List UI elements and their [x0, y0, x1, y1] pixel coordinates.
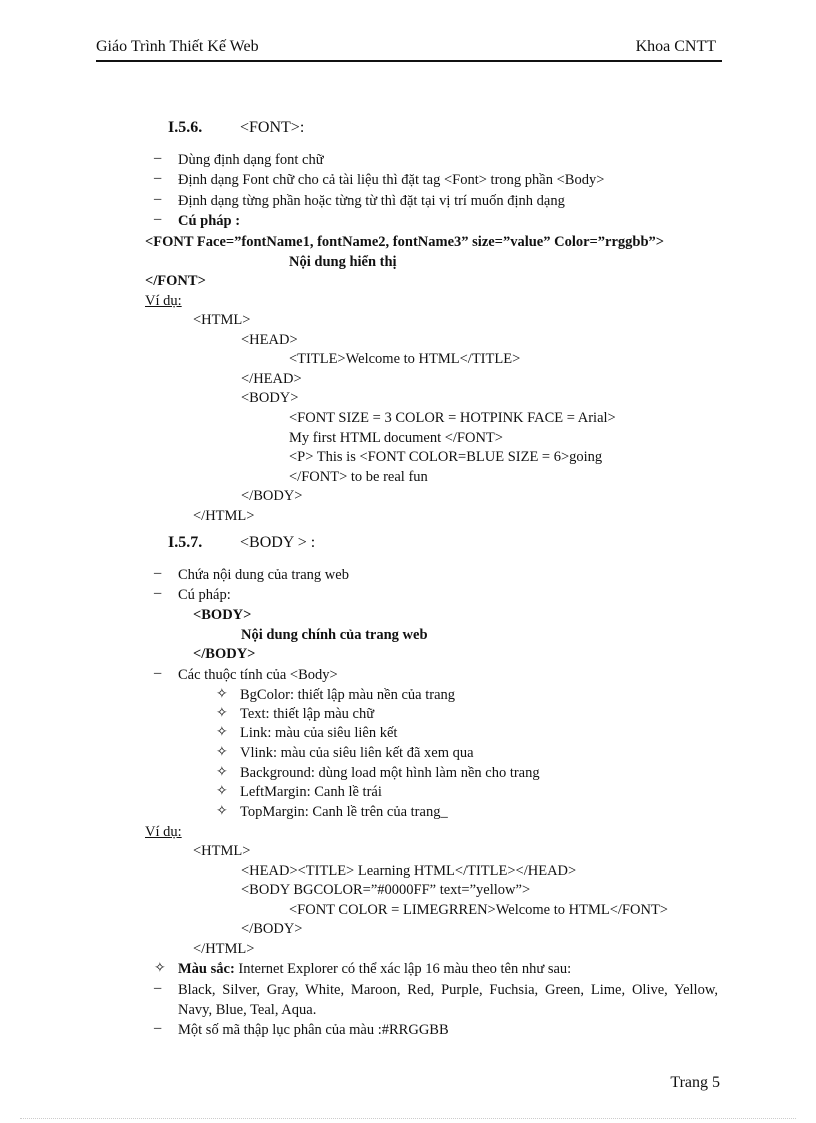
dash-bullet-icon: – — [154, 211, 162, 227]
attribute-item: Text: thiết lập màu chữ — [240, 706, 375, 722]
body-syntax-close: </BODY> — [193, 646, 256, 662]
example-label: Ví dụ: — [145, 824, 182, 840]
attribute-item: Vlink: màu của siêu liên kết đã xem qua — [240, 745, 474, 761]
dash-bullet-icon: – — [154, 170, 162, 186]
font-syntax-content: Nội dung hiển thị — [289, 254, 397, 270]
code-line: <FONT COLOR = LIMEGRREN>Welcome to HTML</FONT> — [289, 902, 668, 918]
dash-bullet-icon: – — [154, 585, 162, 601]
page-header — [96, 38, 722, 62]
section-heading-font — [168, 119, 304, 137]
code-line: <HEAD><TITLE> Learning HTML</TITLE></HEAD> — [241, 863, 577, 879]
section-number: I.5.6. — [168, 119, 203, 136]
list-item: Định dạng từng phần hoặc từng từ thì đặt tại vị trí muốn định dạng — [178, 193, 565, 209]
diamond-bullet-icon: ✧ — [216, 687, 228, 702]
colors-label: Màu sắc: — [178, 961, 235, 977]
body-syntax-open: <BODY> — [193, 607, 252, 623]
section-title: <BODY > : — [240, 534, 316, 551]
font-syntax-close: </FONT> — [145, 273, 206, 289]
diamond-bullet-icon: ✧ — [216, 706, 228, 721]
code-line: <HTML> — [193, 843, 251, 859]
code-line: </HTML> — [193, 508, 255, 524]
section-heading-body — [168, 534, 315, 552]
list-item: Cú pháp : — [178, 213, 241, 229]
diamond-bullet-icon: ✧ — [154, 961, 166, 976]
list-item: Dùng định dạng font chữ — [178, 152, 324, 168]
dash-bullet-icon: – — [154, 1020, 162, 1036]
code-line: <P> This is <FONT COLOR=BLUE SIZE = 6>going — [289, 449, 603, 465]
diamond-bullet-icon: ✧ — [216, 804, 228, 819]
page-number: Trang 5 — [670, 1074, 720, 1091]
attribute-item: TopMargin: Canh lề trên của trang_ — [240, 804, 448, 820]
list-item: Cú pháp: — [178, 587, 231, 603]
diamond-bullet-icon: ✧ — [216, 745, 228, 760]
diamond-bullet-icon: ✧ — [216, 784, 228, 799]
dash-bullet-icon: – — [154, 980, 162, 996]
attribute-item: BgColor: thiết lập màu nền của trang — [240, 687, 456, 703]
dash-bullet-icon: – — [154, 565, 162, 581]
font-syntax-open: <FONT Face=”fontName1, fontName2, fontName3” size=”value” Color=”rrggbb”> — [145, 234, 665, 250]
header-course-title: Giáo Trình Thiết Kế Web — [96, 38, 259, 55]
code-line: </FONT> to be real fun — [289, 469, 428, 485]
code-line: <HTML> — [193, 312, 251, 328]
code-line: </HEAD> — [241, 371, 302, 387]
dash-bullet-icon: – — [154, 191, 162, 207]
code-line: <BODY BGCOLOR=”#0000FF” text=”yellow”> — [241, 882, 531, 898]
section-number: I.5.7. — [168, 534, 203, 551]
diamond-bullet-icon: ✧ — [216, 765, 228, 780]
diamond-bullet-icon: ✧ — [216, 725, 228, 740]
colors-text: Internet Explorer có thể xác lập 16 màu theo tên như sau: — [234, 961, 572, 977]
attribute-item: LeftMargin: Canh lề trái — [240, 784, 382, 800]
dash-bullet-icon: – — [154, 665, 162, 681]
attribute-item: Background: dùng load một hình làm nền cho trang — [240, 765, 540, 781]
code-line: </BODY> — [241, 488, 303, 504]
attribute-item: Link: màu của siêu liên kết — [240, 725, 398, 741]
section-title: <FONT>: — [240, 119, 305, 136]
code-line: <HEAD> — [241, 332, 298, 348]
list-item: Định dạng Font chữ cho cả tài liệu thì đặt tag <Font> trong phần <Body> — [178, 172, 605, 188]
colors-list: Black, Silver, Gray, White, Maroon, Red, Purple, Fuchsia, Green, Lime, Olive, Yellow, Navy, Blue, Teal, Aqua. — [178, 982, 718, 1018]
header-department: Khoa CNTT — [635, 38, 716, 55]
hex-line: Một số mã thập lục phân của màu :#RRGGBB — [178, 1022, 449, 1038]
code-line: <BODY> — [241, 390, 299, 406]
example-label: Ví dụ: — [145, 293, 182, 309]
code-line: <FONT SIZE = 3 COLOR = HOTPINK FACE = Arial> — [289, 410, 616, 426]
colors-intro — [178, 960, 571, 978]
code-line: </HTML> — [193, 941, 255, 957]
list-item: Chứa nội dung của trang web — [178, 567, 349, 583]
code-line: My first HTML document </FONT> — [289, 430, 503, 446]
list-item: Các thuộc tính của <Body> — [178, 667, 338, 683]
code-line: <TITLE>Welcome to HTML</TITLE> — [289, 351, 521, 367]
dash-bullet-icon: – — [154, 150, 162, 166]
body-syntax-content: Nội dung chính của trang web — [241, 627, 428, 643]
code-line: </BODY> — [241, 921, 303, 937]
page-bottom-divider — [20, 1118, 796, 1119]
